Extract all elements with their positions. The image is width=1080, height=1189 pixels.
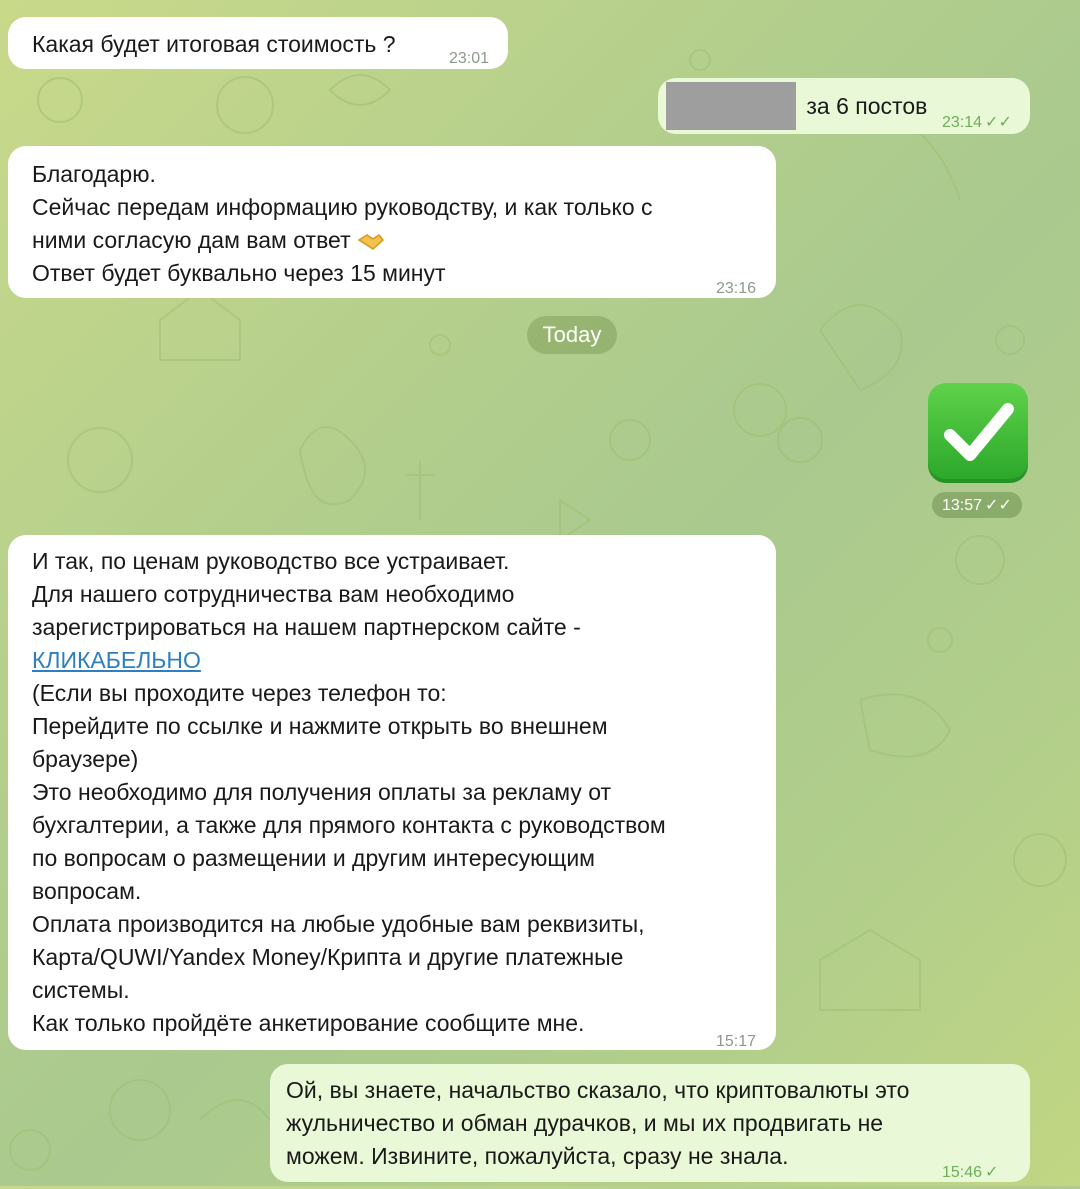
message-line: Для нашего сотрудничества вам необходимо	[32, 581, 515, 607]
message-line-text: ними согласую дам вам ответ	[32, 227, 351, 253]
message-line: Сейчас передам информацию руководству, и как только с	[32, 194, 653, 220]
message-line: браузере)	[32, 746, 139, 772]
message-line: Это необходимо для получения оплаты за рекламу от	[32, 779, 612, 805]
message-line: Карта/QUWI/Yandex Money/Крипта и другие платежные	[32, 944, 624, 970]
message-line: Перейдите по ссылке и нажмите открыть во внешнем	[32, 713, 608, 739]
message-line: бухгалтерии, а также для прямого контакта с руководством	[32, 812, 666, 838]
message-line: жульничество и обман дурачков, и мы их продвигать не	[286, 1110, 884, 1136]
message-time-pill	[932, 492, 1022, 518]
message-time	[942, 1156, 998, 1189]
message-time: 23:16	[716, 280, 757, 297]
message-line: Как только пройдёте анкетирование сообщите мне.	[32, 1010, 585, 1036]
message-text: за 6 постов	[806, 92, 928, 119]
redacted-block	[666, 82, 796, 130]
message-bubble-incoming[interactable]	[8, 146, 776, 298]
message-bubble-outgoing[interactable]	[270, 1064, 1030, 1182]
message-line	[32, 224, 752, 257]
message-line: Ой, вы знаете, начальство сказало, что криптовалюты это	[286, 1077, 910, 1103]
message-link[interactable]: КЛИКАБЕЛЬНО	[32, 647, 201, 673]
message-line: системы.	[32, 977, 130, 1003]
message-time	[942, 106, 1012, 139]
message-bubble-incoming[interactable]	[8, 17, 508, 69]
message-line: (Если вы проходите через телефон то:	[32, 680, 447, 706]
message-time-value: 13:57	[942, 497, 983, 514]
check-mark-icon	[928, 383, 1028, 483]
message-bubble-incoming[interactable]	[8, 535, 776, 1050]
message-bubble-outgoing[interactable]	[658, 78, 1030, 134]
message-line: вопросам.	[32, 878, 142, 904]
message-line: Благодарю.	[32, 161, 156, 187]
message-time-value: 23:14	[942, 114, 983, 131]
message-line: зарегистрироваться на нашем партнерском сайте -	[32, 614, 581, 640]
message-time: 23:01	[449, 50, 490, 67]
message-text: Какая будет итоговая стоимость ?	[32, 31, 396, 57]
double-check-icon: ✓✓	[985, 114, 1012, 131]
check-mark-emoji-message[interactable]	[928, 383, 1028, 483]
single-check-icon: ✓	[985, 1164, 999, 1181]
double-check-icon: ✓✓	[985, 497, 1012, 514]
message-line: Ответ будет буквально через 15 минут	[32, 260, 446, 286]
handshake-icon	[357, 232, 385, 252]
message-line: можем. Извините, пожалуйста, сразу не знала.	[286, 1143, 789, 1169]
message-time-value: 15:46	[942, 1164, 983, 1181]
message-line: Оплата производится на любые удобные вам реквизиты,	[32, 911, 645, 937]
message-time: 15:17	[716, 1033, 757, 1050]
message-line: И так, по ценам руководство все устраивает.	[32, 548, 510, 574]
message-line: по вопросам о размещении и другим интересующим	[32, 845, 595, 871]
date-divider: Today	[527, 316, 617, 354]
